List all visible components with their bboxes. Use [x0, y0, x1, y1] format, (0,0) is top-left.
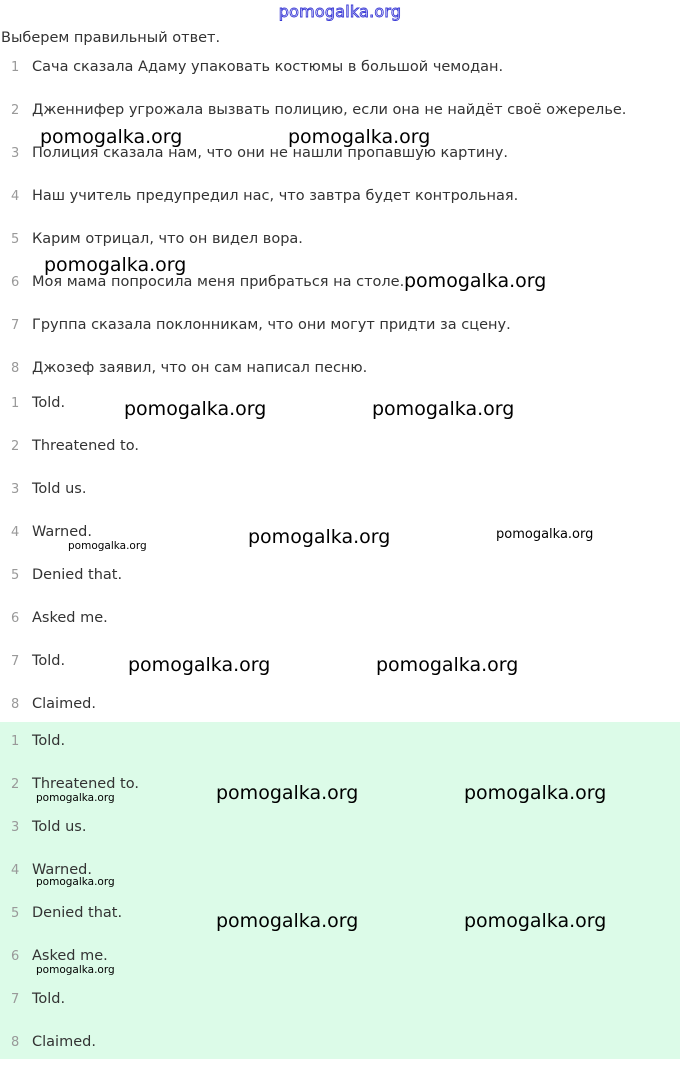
item-number: 8 — [11, 1035, 20, 1050]
item-text: Asked me. — [32, 610, 108, 626]
item-number: 6 — [11, 275, 20, 290]
watermark: pomogalka.org — [372, 398, 515, 420]
item-number: 5 — [11, 906, 20, 921]
watermark: pomogalka.org — [248, 526, 391, 548]
watermark: pomogalka.org — [216, 782, 359, 804]
item-text: Threatened to. — [32, 776, 139, 792]
intro-text: Выберем правильный ответ. — [1, 30, 221, 46]
highlighted-answers-list — [0, 722, 680, 1059]
watermark: pomogalka.org — [496, 527, 594, 542]
item-number: 7 — [11, 318, 20, 333]
watermark: pomogalka.org — [288, 126, 431, 148]
list-item — [0, 642, 680, 685]
item-number: 1 — [11, 60, 20, 75]
item-number: 4 — [11, 189, 20, 204]
list-item — [0, 427, 680, 470]
item-number: 2 — [11, 103, 20, 118]
answers-list — [0, 384, 680, 728]
item-number: 6 — [11, 949, 20, 964]
watermark: pomogalka.org — [36, 792, 115, 804]
watermark: pomogalka.org — [40, 126, 183, 148]
item-number: 8 — [11, 361, 20, 376]
site-logo[interactable]: pomogalka.org — [278, 2, 402, 21]
item-number: 3 — [11, 820, 20, 835]
sentences-list — [0, 48, 680, 392]
item-number: 3 — [11, 146, 20, 161]
item-number: 1 — [11, 734, 20, 749]
item-text: Сача сказала Адаму упаковать костюмы в большой чемодан. — [32, 59, 504, 75]
item-number: 7 — [11, 654, 20, 669]
watermark: pomogalka.org — [44, 254, 187, 276]
item-text: Warned. — [32, 862, 92, 878]
watermark: pomogalka.org — [376, 654, 519, 676]
list-item — [0, 980, 680, 1023]
list-item — [0, 1023, 680, 1066]
item-text: Claimed. — [32, 1034, 96, 1050]
list-item — [0, 556, 680, 599]
item-text: Дженнифер угрожала вызвать полицию, если она не найдёт своё ожерелье. — [32, 102, 627, 118]
item-text: Denied that. — [32, 567, 123, 583]
watermark: pomogalka.org — [36, 876, 115, 888]
item-number: 2 — [11, 777, 20, 792]
item-text: Claimed. — [32, 696, 96, 712]
watermark: pomogalka.org — [464, 782, 607, 804]
watermark: pomogalka.org — [216, 910, 359, 932]
watermark: pomogalka.org — [464, 910, 607, 932]
item-text: Told. — [32, 733, 66, 749]
watermark: pomogalka.org — [68, 540, 147, 552]
item-text: Told. — [32, 395, 66, 411]
item-text: Полиция сказала нам, что они не нашли пропавшую картину. — [32, 145, 508, 161]
item-number: 5 — [11, 232, 20, 247]
item-text: Моя мама попросила меня прибраться на столе. — [32, 274, 405, 290]
list-item — [0, 808, 680, 851]
item-number: 8 — [11, 697, 20, 712]
watermark: pomogalka.org — [128, 654, 271, 676]
item-text: Told us. — [32, 481, 87, 497]
list-item — [0, 384, 680, 427]
list-item — [0, 599, 680, 642]
item-text: Warned. — [32, 524, 92, 540]
item-text: Told. — [32, 653, 66, 669]
item-text: Наш учитель предупредил нас, что завтра будет контрольная. — [32, 188, 519, 204]
watermark: pomogalka.org — [404, 270, 547, 292]
item-number: 2 — [11, 439, 20, 454]
list-item — [0, 177, 680, 220]
item-text: Told. — [32, 991, 66, 1007]
item-text: Told us. — [32, 819, 87, 835]
watermark: pomogalka.org — [36, 964, 115, 976]
watermark: pomogalka.org — [124, 398, 267, 420]
list-item — [0, 48, 680, 91]
item-number: 4 — [11, 863, 20, 878]
item-number: 7 — [11, 992, 20, 1007]
list-item — [0, 722, 680, 765]
list-item — [0, 470, 680, 513]
list-item — [0, 306, 680, 349]
item-number: 6 — [11, 611, 20, 626]
item-text: Джозеф заявил, что он сам написал песню. — [32, 360, 368, 376]
item-text: Threatened to. — [32, 438, 139, 454]
item-number: 5 — [11, 568, 20, 583]
item-text: Карим отрицал, что он видел вора. — [32, 231, 303, 247]
item-text: Asked me. — [32, 948, 108, 964]
item-text: Группа сказала поклонникам, что они могут придти за сцену. — [32, 317, 511, 333]
item-number: 1 — [11, 396, 20, 411]
item-text: Denied that. — [32, 905, 123, 921]
item-number: 4 — [11, 525, 20, 540]
item-number: 3 — [11, 482, 20, 497]
